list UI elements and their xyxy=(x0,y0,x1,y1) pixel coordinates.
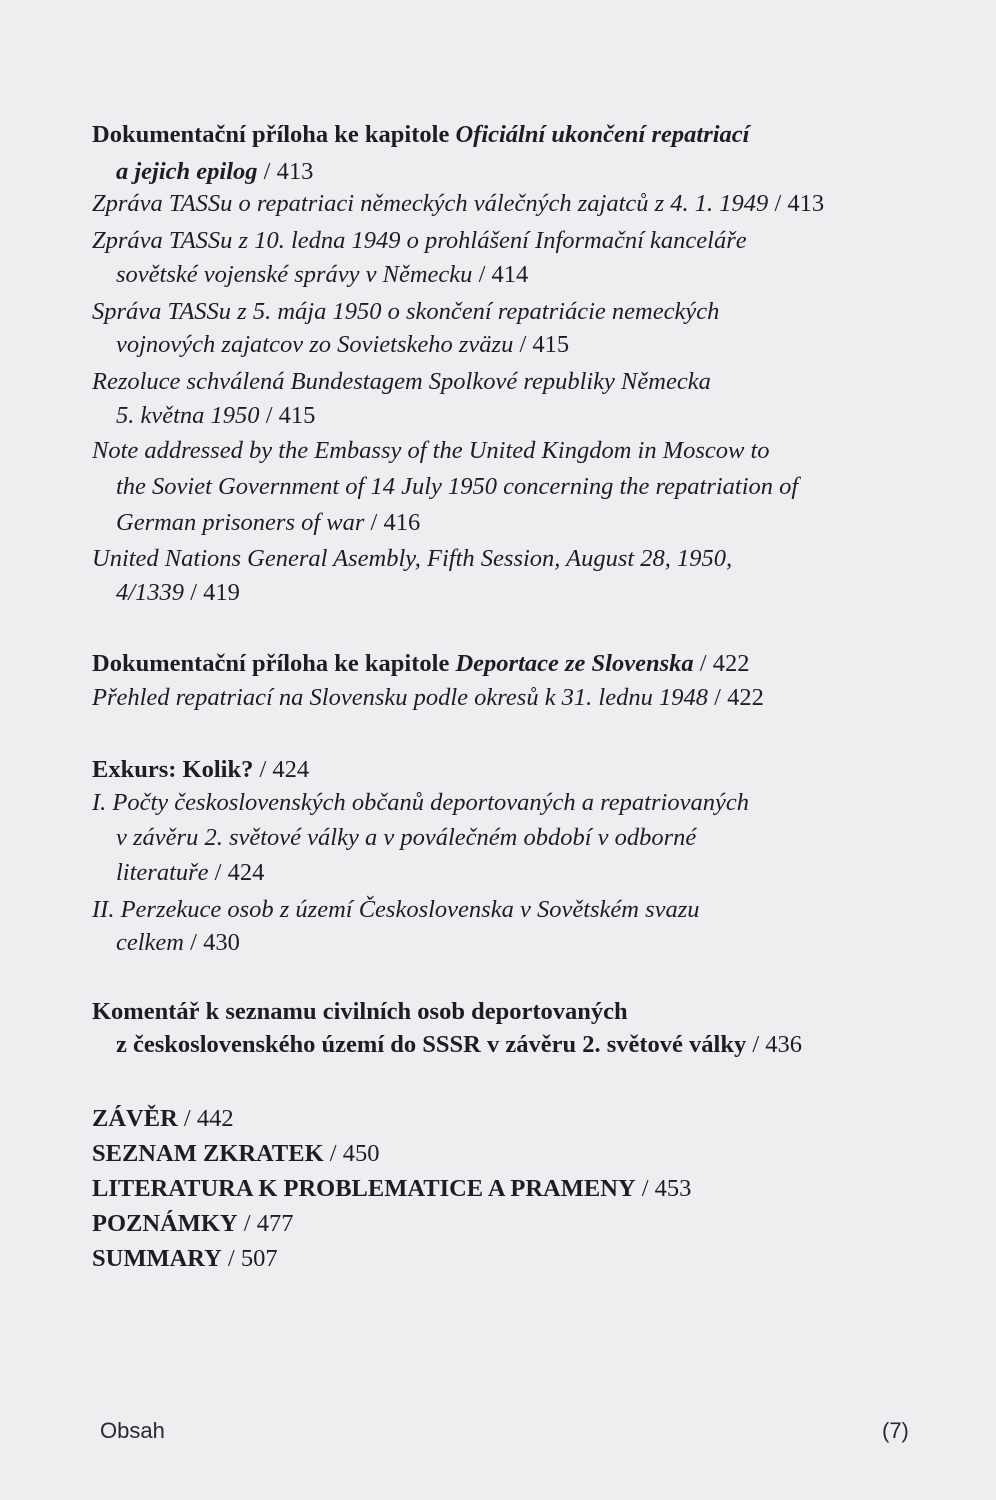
entry-title: vojnových zajatcov zo Sovietskeho zväzu xyxy=(116,331,514,358)
page-separator: / xyxy=(364,509,384,536)
page-separator: / xyxy=(746,1031,766,1058)
toc-entry-continuation xyxy=(116,401,315,431)
entry-title: celkem xyxy=(116,929,184,956)
toc-entry-continuation xyxy=(116,472,798,502)
running-footer-label: Obsah xyxy=(100,1418,165,1443)
heading-title: a jejich epilog xyxy=(116,158,258,185)
entry-title: Rezoluce schválená Bundestagem Spolkové republiky Německa xyxy=(92,368,711,395)
page-number: 419 xyxy=(203,579,240,606)
page-separator: / xyxy=(237,1210,257,1237)
toc-entry xyxy=(92,683,764,713)
page-separator: / xyxy=(635,1175,655,1202)
page-number: 442 xyxy=(196,1105,234,1132)
entry-title: Zpráva TASSu z 10. ledna 1949 o prohlášení Informační kanceláře xyxy=(92,227,747,254)
page-number: 430 xyxy=(203,929,240,956)
toc-chapter-summary xyxy=(92,1244,278,1274)
entry-title: Note addressed by the Embassy of the United Kingdom in Moscow to xyxy=(92,437,770,464)
toc-heading-continuation xyxy=(116,157,313,187)
heading-title: Komentář k seznamu civilních osob deportovaných xyxy=(92,998,628,1025)
page-separator: / xyxy=(259,402,279,429)
page-number: 477 xyxy=(256,1210,294,1237)
page-separator: / xyxy=(323,1140,343,1167)
entry-title: 4/1339 xyxy=(116,579,185,606)
page-separator: / xyxy=(184,929,204,956)
page-number: 450 xyxy=(342,1140,380,1167)
heading-title: Deportace ze Slovenska xyxy=(455,650,694,677)
toc-chapter-poznamky xyxy=(92,1209,293,1239)
chapter-title: SUMMARY xyxy=(92,1245,222,1272)
toc-heading-continuation xyxy=(116,1030,802,1060)
page-number: 424 xyxy=(227,859,265,886)
entry-title: Přehled repatriací na Slovensku podle okresů k 31. lednu 1948 xyxy=(92,684,708,711)
toc-chapter-literatura xyxy=(92,1174,691,1204)
page-number: 422 xyxy=(727,684,764,711)
entry-title: v závěru 2. světové války a v poválečném období v odborné xyxy=(116,824,697,851)
toc-entry xyxy=(92,367,711,397)
toc-entry xyxy=(92,189,824,219)
page-number: 422 xyxy=(712,650,750,677)
toc-entry-continuation xyxy=(116,330,569,360)
toc-chapter-zaver xyxy=(92,1104,234,1134)
page-number: 507 xyxy=(240,1245,278,1272)
page-separator: / xyxy=(693,650,713,677)
page-number: 453 xyxy=(654,1175,692,1202)
toc-entry-continuation xyxy=(116,578,240,608)
toc-entry-continuation xyxy=(116,928,240,958)
page-separator: / xyxy=(472,261,492,288)
toc-entry-continuation xyxy=(116,508,420,538)
page-separator: / xyxy=(257,158,277,185)
page-number: 436 xyxy=(765,1031,803,1058)
entry-title: 5. května 1950 xyxy=(116,402,260,429)
page-separator: / xyxy=(177,1105,197,1132)
entry-title: I. Počty československých občanů deportovaných a repatriovaných xyxy=(92,789,749,816)
page-separator: / xyxy=(768,190,788,217)
chapter-title: POZNÁMKY xyxy=(92,1210,238,1237)
heading-title: Exkurs: Kolik? xyxy=(92,756,254,783)
chapter-title: SEZNAM ZKRATEK xyxy=(92,1140,324,1167)
toc-entry-continuation xyxy=(116,858,264,888)
entry-title: II. Perzekuce osob z území Československa v Sovětském svazu xyxy=(92,896,700,923)
page-separator: / xyxy=(513,331,533,358)
heading-title: z československého území do SSSR v závěru 2. světové války xyxy=(116,1031,747,1058)
entry-title: Zpráva TASSu o repatriaci německých válečných zajatců z 4. 1. 1949 xyxy=(92,190,769,217)
page-number: 413 xyxy=(276,158,314,185)
toc-heading-exkurs xyxy=(92,755,309,785)
page-separator: / xyxy=(208,859,228,886)
toc-entry xyxy=(92,226,747,256)
page-number: 413 xyxy=(787,190,825,217)
toc-entry-continuation xyxy=(116,260,528,290)
toc-entry xyxy=(92,544,732,574)
entry-title: sovětské vojenské správy v Německu xyxy=(116,261,473,288)
page-separator: / xyxy=(708,684,728,711)
chapter-title: LITERATURA K PROBLEMATICE A PRAMENY xyxy=(92,1175,636,1202)
page-number: 416 xyxy=(383,509,421,536)
heading-title: Oficiální ukončení repatriací xyxy=(455,121,750,148)
folio-page-number: (7) xyxy=(882,1418,909,1443)
toc-entry-continuation xyxy=(116,823,696,853)
entry-title: the Soviet Government of 14 July 1950 concerning the repatriation of xyxy=(116,473,799,500)
toc-entry xyxy=(92,297,719,327)
toc-entry xyxy=(92,788,749,818)
entry-title: United Nations General Asembly, Fifth Session, August 28, 1950, xyxy=(92,545,733,572)
toc-entry xyxy=(92,895,700,925)
page-number: 424 xyxy=(272,756,310,783)
page-number: 415 xyxy=(278,402,316,429)
page-number: 415 xyxy=(532,331,570,358)
entry-title: literatuře xyxy=(116,859,209,886)
page-number: 414 xyxy=(491,261,529,288)
toc-heading-deportace xyxy=(92,649,749,679)
heading-prefix: Dokumentační příloha ke kapitole xyxy=(92,650,450,677)
toc-heading-komentar xyxy=(92,997,628,1027)
chapter-title: ZÁVĚR xyxy=(92,1105,178,1132)
page-separator: / xyxy=(253,756,273,783)
toc-entry xyxy=(92,436,770,466)
toc-chapter-seznam-zkratek xyxy=(92,1139,379,1169)
page-separator: / xyxy=(184,579,204,606)
page-separator: / xyxy=(221,1245,241,1272)
entry-title: Správa TASSu z 5. mája 1950 o skončení repatriácie nemeckých xyxy=(92,298,720,325)
entry-title: German prisoners of war xyxy=(116,509,365,536)
toc-heading-oficialni-ukonceni xyxy=(92,120,749,150)
heading-prefix: Dokumentační příloha ke kapitole xyxy=(92,121,450,148)
